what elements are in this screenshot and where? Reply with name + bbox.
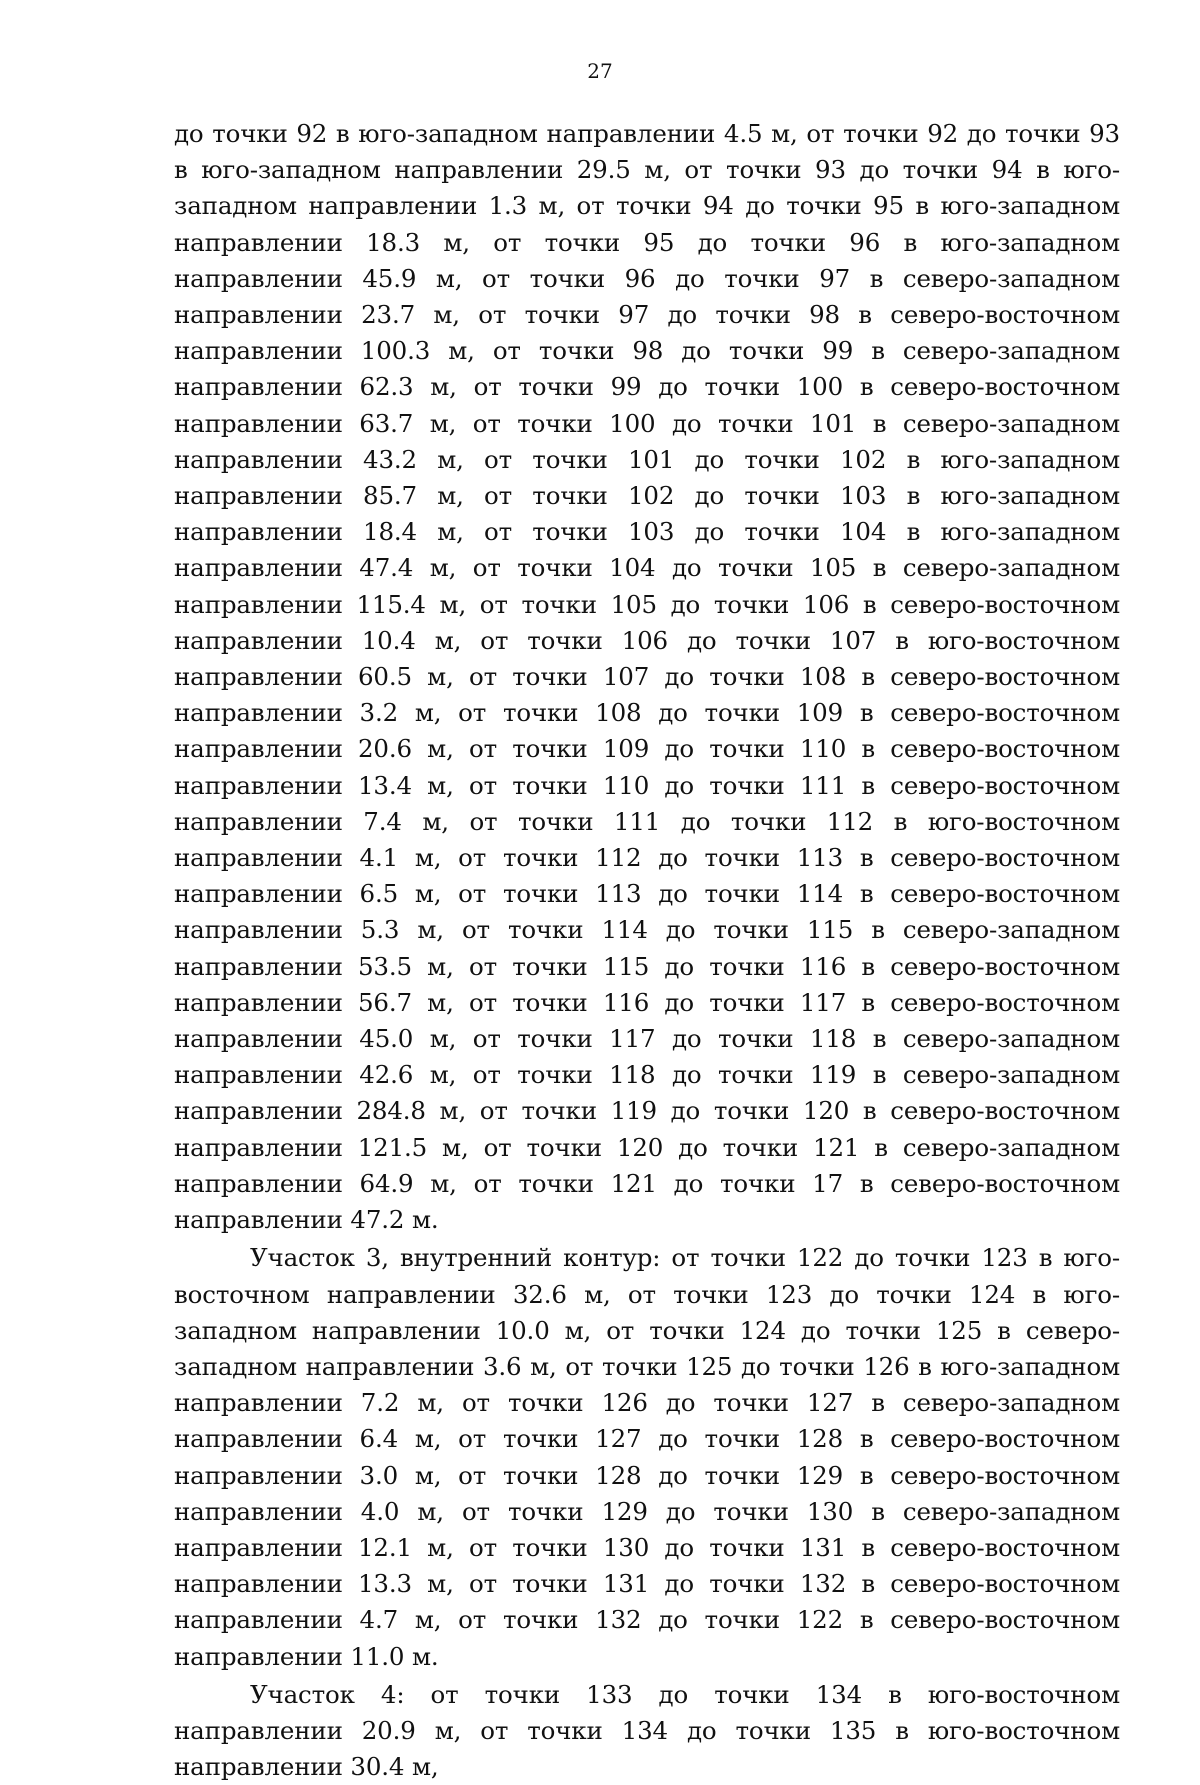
page-number: 27 [587, 59, 613, 83]
paragraph-plot-4: Участок 4: от точки 133 до точки 134 в юго-восточном направлении 20.9 м, от точки 134 до точки 135 в юго-восточном направлении 30.4 м, [174, 1679, 1120, 1782]
paragraph-plot-3-inner-contour: Участок 3, внутренний контур: от точки 122 до точки 123 в юго-восточном направлении 32.6 м, от точки 123 до точки 124 в юго-западном направлении 10.0 м, от точки 124 до точки 125 в северо-западном направлении 3.6 м, от точки 125 до точки 126 в юго-западном направлении 7.2 м, от точки 126 до точки 127 в северо-западном направлении 6.4 м, от точки 127 до точки 128 в северо-восточном направлении 3.0 м, от точки 128 до точки 129 в северо-восточном направлении 4.0 м, от точки 129 до точки 130 в северо-западном направлении 12.1 м, от точки 130 до точки 131 в северо-восточном направлении 13.3 м, от точки 131 до точки 132 в северо-восточном направлении 4.7 м, от точки 132 до точки 122 в северо-восточном направлении 11.0 м. [174, 1243, 1120, 1671]
paragraph-continuation: до точки 92 в юго-западном направлении 4.5 м, от точки 92 до точки 93 в юго-западном направлении 29.5 м, от точки 93 до точки 94 в юго-западном направлении 1.3 м, от точки 94 до точки 95 в юго-западном направлении 18.3 м, от точки 95 до точки 96 в юго-западном направлении 45.9 м, от точки 96 до точки 97 в северо-западном направлении 23.7 м, от точки 97 до точки 98 в северо-восточном направлении 100.3 м, от точки 98 до точки 99 в северо-западном направлении 62.3 м, от точки 99 до точки 100 в северо-восточном направлении 63.7 м, от точки 100 до точки 101 в северо-западном направлении 43.2 м, от точки 101 до точки 102 в юго-западном направлении 85.7 м, от точки 102 до точки 103 в юго-западном направлении 18.4 м, от точки 103 до точки 104 в юго-западном направлении 47.4 м, от точки 104 до точки 105 в северо-западном направлении 115.4 м, от точки 105 до точки 106 в северо-восточном направлении 10.4 м, от точки 106 до точки 107 в юго-восточном направлении 60.5 м, от точки 107 до точки 108 в северо-восточном направлении 3.2 м, от точки 108 до точки 109 в северо-восточном направлении 20.6 м, от точки 109 до точки 110 в северо-восточном направлении 13.4 м, от точки 110 до точки 111 в северо-восточном направлении 7.4 м, от точки 111 до точки 112 в юго-восточном направлении 4.1 м, от точки 112 до точки 113 в северо-восточном направлении 6.5 м, от точки 113 до точки 114 в северо-восточном направлении 5.3 м, от точки 114 до точки 115 в северо-западном направлении 53.5 м, от точки 115 до точки 116 в северо-восточном направлении 56.7 м, от точки 116 до точки 117 в северо-восточном направлении 45.0 м, от точки 117 до точки 118 в северо-западном направлении 42.6 м, от точки 118 до точки 119 в северо-западном направлении 284.8 м, от точки 119 до точки 120 в северо-восточном направлении 121.5 м, от точки 120 до точки 121 в северо-западном направлении 64.9 м, от точки 121 до точки 17 в северо-восточном направлении 47.2 м. [174, 119, 1120, 1235]
document-body [174, 116, 1120, 1785]
